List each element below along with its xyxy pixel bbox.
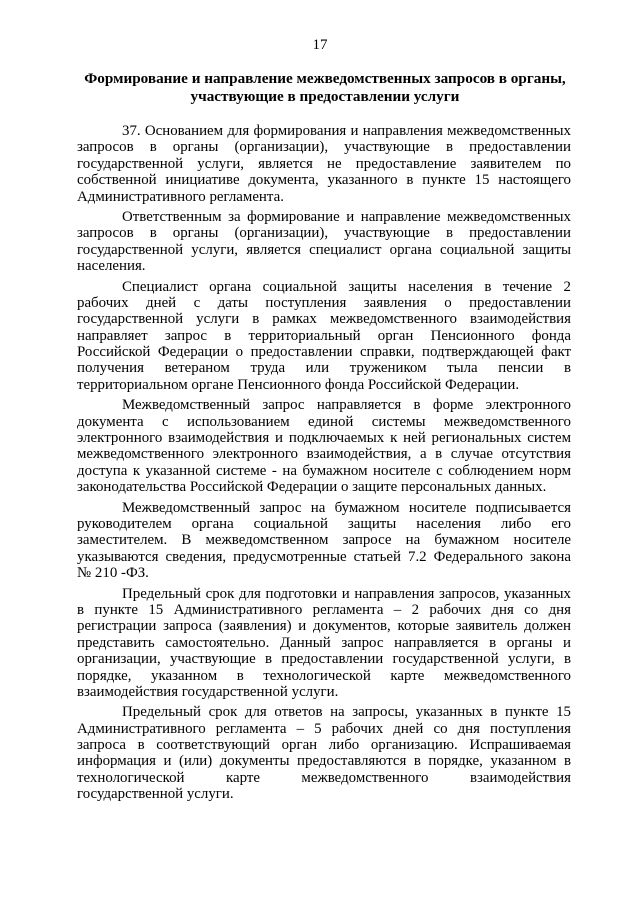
paragraph-line: получения ветераном труда или тружеником тыла пенсии в xyxy=(77,360,571,377)
paragraph-line: Административного регламента. xyxy=(77,188,284,205)
paragraph-line: законодательства Российской Федерации о защите персональных данных. xyxy=(77,479,547,496)
paragraph-line: запросов в органы (организации), участвующие в предоставлении xyxy=(77,139,571,156)
paragraph xyxy=(77,397,571,495)
paragraph-line: электронного взаимодействия и подключаемых к ней региональных систем xyxy=(77,430,571,447)
paragraph-line: руководителем органа социальной защиты населения либо его xyxy=(77,515,571,532)
paragraph-line: государственной услуги, является не предоставление заявителем по xyxy=(77,155,571,172)
paragraph-line: Межведомственный запрос направляется в форме электронного xyxy=(122,397,571,414)
page-number: 17 xyxy=(312,37,328,53)
body-text xyxy=(77,123,571,803)
paragraph-line: организации, участвующие в предоставлении государственной услуги, в xyxy=(77,651,571,668)
paragraph-line: регистрации запроса (заявления) и документов, которые заявитель должен xyxy=(77,618,571,635)
paragraph-line: собственной инициативе документа, указанного в пункте 15 настоящего xyxy=(77,172,571,189)
section-heading-line-2: участвующие в предоставлении услуги xyxy=(190,88,460,105)
paragraph-line: взаимодействия государственной услуги. xyxy=(77,683,339,700)
paragraph-line: Специалист органа социальной защиты населения в течение 2 xyxy=(122,278,571,295)
paragraph xyxy=(77,586,571,701)
paragraph xyxy=(77,500,571,582)
paragraph-line: государственной услуги, является специалист органа социальной защиты xyxy=(77,241,571,258)
paragraph xyxy=(77,279,571,394)
paragraph-line: Предельный срок для подготовки и направления запросов, указанных xyxy=(122,585,571,602)
paragraph xyxy=(77,123,571,205)
paragraph-line: в пункте 15 Административного регламента – 2 рабочих дня со дня xyxy=(77,601,571,618)
paragraph-line: Межведомственный запрос на бумажном носителе подписывается xyxy=(122,499,571,516)
paragraph xyxy=(77,704,571,802)
paragraph-line: запросов в органы (организации), участвующие в предоставлении xyxy=(77,225,571,242)
paragraph-line: населения. xyxy=(77,258,146,275)
paragraph-line: № 210 -ФЗ. xyxy=(77,565,149,582)
section-heading-line-1: Формирование и направление межведомственных запросов в органы, xyxy=(84,70,566,87)
paragraph-line: Административного регламента – 5 рабочих дней со дня поступления xyxy=(77,720,571,737)
paragraph-line: документа с использованием единой системы межведомственного xyxy=(77,413,571,430)
paragraph-line: доступа к указанной системе - на бумажном носителе с соблюдением норм xyxy=(77,462,571,479)
paragraph-line: информация и (или) документы предоставляются в порядке, указанном в xyxy=(77,753,571,770)
paragraph-line: Предельный срок для ответов на запросы, указанных в пункте 15 xyxy=(122,704,571,721)
paragraph-line: 37. Основанием для формирования и направления межведомственных xyxy=(122,123,571,139)
paragraph-line: направляет запрос в территориальный орган Пенсионного фонда xyxy=(77,327,571,344)
paragraph-line: представить самостоятельно. Данный запрос направляется в органы и xyxy=(77,634,571,651)
paragraph-line: государственной услуги в рамках межведомственного взаимодействия xyxy=(77,311,571,328)
paragraph-line: государственной услуги. xyxy=(77,786,234,803)
paragraph-line: межведомственного электронного взаимодействия, а в случае отсутствия xyxy=(77,446,571,463)
paragraph-line: порядке, указанном в технологической карте межведомственного xyxy=(77,667,571,684)
section-heading xyxy=(80,70,570,106)
paragraph-line: рабочих дней с даты поступления заявления о предоставлении xyxy=(77,294,571,311)
paragraph-line: технологической карте межведомственного взаимодействия xyxy=(77,769,571,786)
paragraph-line: указываются сведения, предусмотренные статьей 7.2 Федерального закона xyxy=(77,548,571,565)
paragraph xyxy=(77,209,571,275)
paragraph-line: территориальном органе Пенсионного фонда Российской Федерации. xyxy=(77,376,520,393)
paragraph-line: запроса в соответствующий орган либо организацию. Испрашиваемая xyxy=(77,737,571,754)
paragraph-line: Российской Федерации о предоставлении справки, подтверждающей факт xyxy=(77,344,571,361)
paragraph-line: заместителем. В межведомственном запросе на бумажном носителе xyxy=(77,532,571,549)
paragraph-line: Ответственным за формирование и направление межведомственных xyxy=(122,208,571,225)
